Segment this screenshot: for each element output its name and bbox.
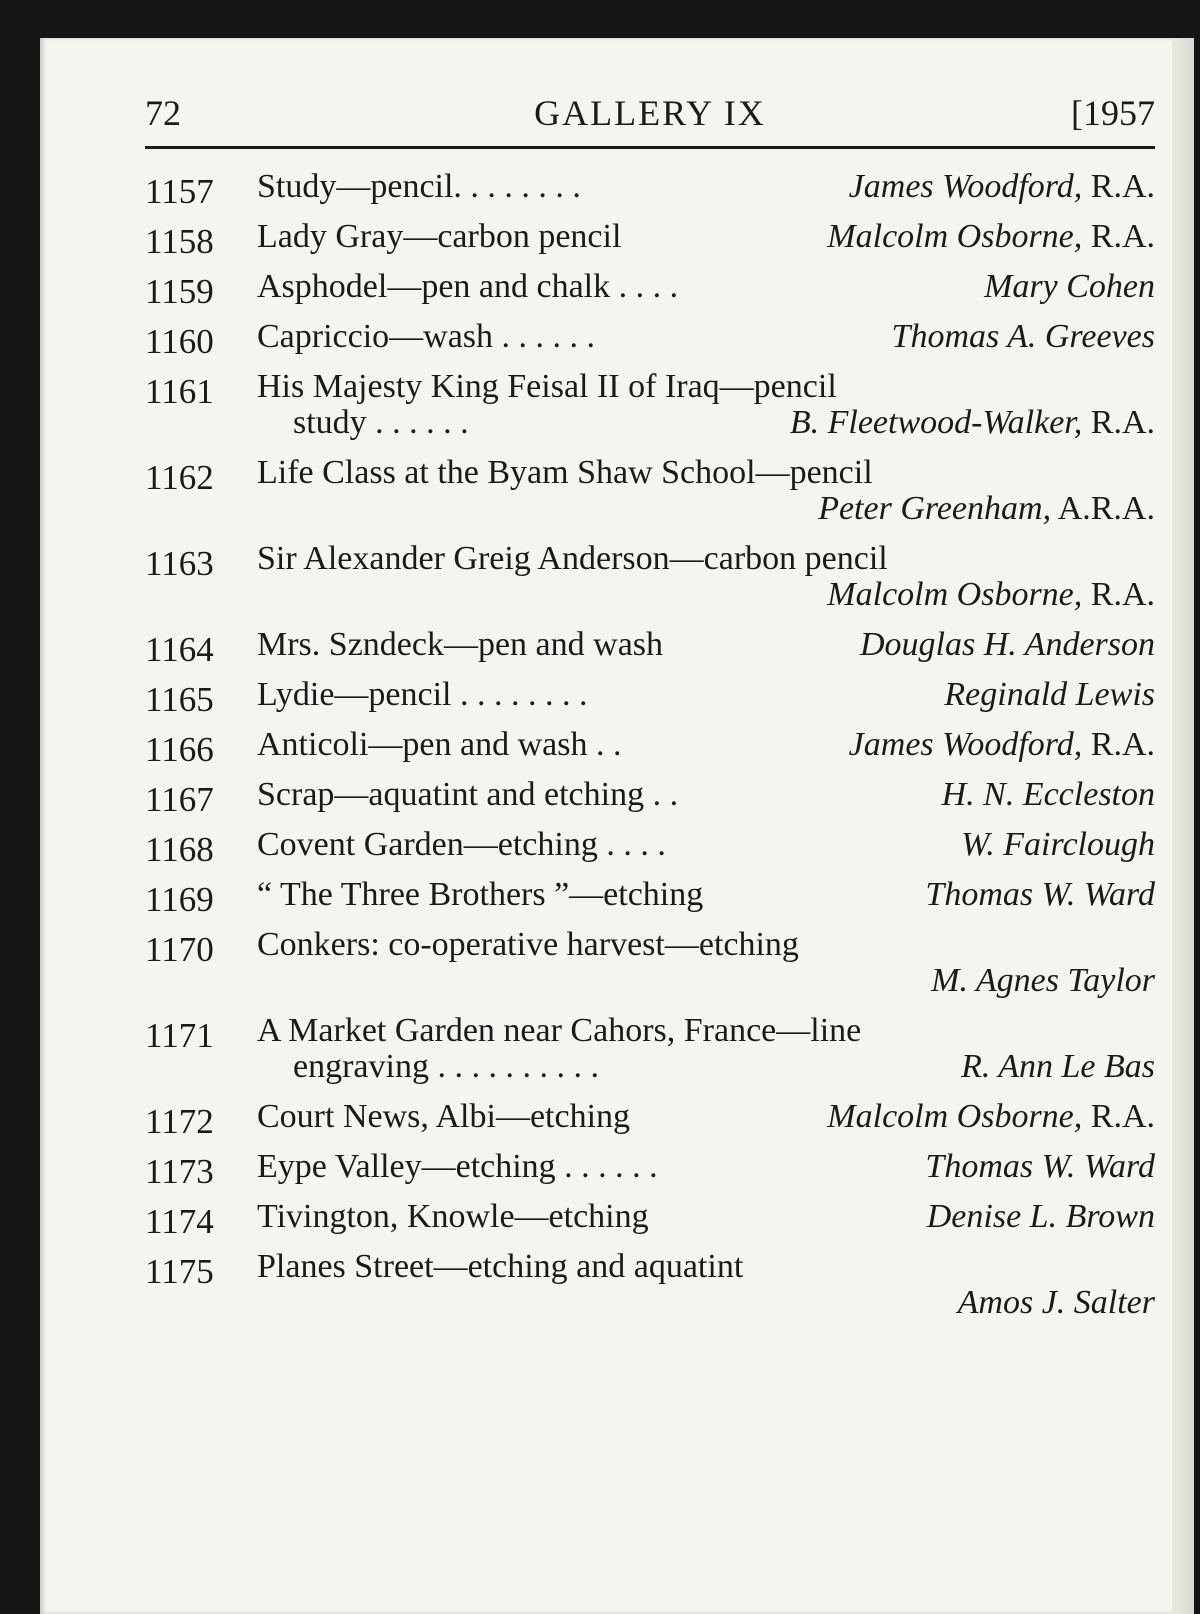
entry-number: 1170 <box>145 930 214 969</box>
artist-name: Douglas H. Anderson <box>860 626 1155 663</box>
entry-artist <box>984 268 1155 306</box>
entry-artist <box>925 876 1155 914</box>
entry-artist <box>925 1148 1155 1186</box>
entry-number: 1158 <box>145 222 214 261</box>
entry-artist <box>790 404 1155 442</box>
entry-title: Life Class at the Byam Shaw School—pencil <box>257 454 873 491</box>
artist-name: Denise L. Brown <box>926 1198 1155 1235</box>
catalogue-entry <box>145 1248 1155 1332</box>
catalogue-entry <box>145 168 1155 216</box>
entry-number: 1157 <box>145 172 214 211</box>
entry-title: Anticoli—pen and wash . . <box>257 726 622 763</box>
artist-suffix: R.A. <box>1082 1098 1155 1135</box>
catalogue-entry <box>145 1012 1155 1096</box>
entry-artist <box>827 576 1155 614</box>
year: [1957 <box>1071 93 1155 133</box>
artist-suffix: R.A. <box>1082 576 1155 613</box>
artist-name: James Woodford, <box>848 168 1083 205</box>
entry-number: 1173 <box>145 1152 214 1191</box>
page-number: 72 <box>145 93 181 133</box>
entry-title: Eype Valley—etching . . . . . . <box>257 1148 658 1185</box>
entry-title: Sir Alexander Greig Anderson—carbon pencil <box>257 540 888 577</box>
entry-artist <box>958 1284 1155 1322</box>
artist-name: Peter Greenham, <box>818 490 1052 527</box>
catalogue-entry <box>145 268 1155 316</box>
artist-name: Reginald Lewis <box>944 676 1155 713</box>
catalogue-entry <box>145 218 1155 266</box>
artist-suffix: R.A. <box>1082 168 1155 205</box>
artist-name: Thomas W. Ward <box>925 876 1155 913</box>
entry-title: Study—pencil. . . . . . . . <box>257 168 581 205</box>
entry-number: 1163 <box>145 544 214 583</box>
running-head <box>145 92 1155 132</box>
artist-name: B. Fleetwood-Walker, <box>789 404 1083 441</box>
entry-artist <box>961 1048 1155 1086</box>
entry-title: Court News, Albi—etching <box>257 1098 631 1135</box>
entry-number: 1172 <box>145 1102 214 1141</box>
entry-title: Asphodel—pen and chalk . . . . <box>257 268 679 305</box>
entry-number: 1165 <box>145 680 214 719</box>
artist-name: H. N. Eccleston <box>941 776 1155 813</box>
artist-name: Malcolm Osborne, <box>827 576 1083 613</box>
entry-number: 1175 <box>145 1252 214 1291</box>
entry-artist <box>931 962 1155 1000</box>
entry-number: 1166 <box>145 730 214 769</box>
artist-name: Malcolm Osborne, <box>827 1098 1083 1135</box>
entry-number: 1169 <box>145 880 214 919</box>
entry-title: “ The Three Brothers ”—etching <box>257 876 704 913</box>
page-edge <box>1172 38 1194 1614</box>
artist-name: Thomas A. Greeves <box>891 318 1155 355</box>
entry-title-continued: engraving . . . . . . . . . . <box>293 1048 599 1085</box>
artist-name: James Woodford, <box>848 726 1083 763</box>
artist-suffix: R.A. <box>1082 726 1155 763</box>
artist-name: M. Agnes Taylor <box>931 962 1155 999</box>
entry-number: 1171 <box>145 1016 214 1055</box>
entry-title: Mrs. Szndeck—pen and wash <box>257 626 664 663</box>
catalogue-entry <box>145 318 1155 366</box>
entry-title: Planes Street—etching and aquatint <box>257 1248 744 1285</box>
entry-artist <box>961 826 1155 864</box>
entry-artist <box>849 168 1155 206</box>
entry-number: 1168 <box>145 830 214 869</box>
entry-title: Lady Gray—carbon pencil <box>257 218 622 255</box>
artist-name: W. Fairclough <box>961 826 1155 863</box>
artist-name: Malcolm Osborne, <box>827 218 1083 255</box>
entry-title: Conkers: co-operative harvest—etching <box>257 926 799 963</box>
entry-number: 1160 <box>145 322 214 361</box>
catalogue-entry <box>145 826 1155 874</box>
catalogue-entry <box>145 1098 1155 1146</box>
artist-suffix: R.A. <box>1082 218 1155 255</box>
entry-artist <box>927 1198 1155 1236</box>
artist-suffix: A.R.A. <box>1051 490 1155 527</box>
catalogue-entry <box>145 926 1155 1010</box>
entry-artist <box>827 218 1155 256</box>
entry-artist <box>942 776 1155 814</box>
catalogue-entry <box>145 876 1155 924</box>
entry-artist <box>818 490 1155 528</box>
entry-artist <box>944 676 1155 714</box>
catalogue-entry <box>145 454 1155 538</box>
catalogue-entry <box>145 1148 1155 1196</box>
artist-name: Mary Cohen <box>984 268 1155 305</box>
catalogue-entry <box>145 368 1155 452</box>
entry-number: 1162 <box>145 458 214 497</box>
catalogue-entry <box>145 540 1155 624</box>
entry-title-continued: study . . . . . . <box>293 404 469 441</box>
entry-number: 1161 <box>145 372 214 411</box>
entry-title: A Market Garden near Cahors, France—line <box>257 1012 862 1049</box>
entries-list <box>145 168 1155 1334</box>
entry-title: Capriccio—wash . . . . . . <box>257 318 596 355</box>
entry-title: Scrap—aquatint and etching . . <box>257 776 679 813</box>
entry-artist <box>849 726 1155 764</box>
catalogue-entry <box>145 1198 1155 1246</box>
entry-number: 1159 <box>145 272 214 311</box>
entry-title: Tivington, Knowle—etching <box>257 1198 649 1235</box>
catalogue-entry <box>145 776 1155 824</box>
entry-artist <box>892 318 1155 356</box>
catalogue-entry <box>145 726 1155 774</box>
entry-number: 1167 <box>145 780 214 819</box>
artist-name: R. Ann Le Bas <box>961 1048 1155 1085</box>
entry-number: 1164 <box>145 630 214 669</box>
entry-artist <box>860 626 1155 664</box>
catalogue-entry <box>145 676 1155 724</box>
entry-number: 1174 <box>145 1202 214 1241</box>
artist-name: Amos J. Salter <box>957 1284 1155 1321</box>
catalogue-entry <box>145 626 1155 674</box>
entry-title: Covent Garden—etching . . . . <box>257 826 666 863</box>
entry-title: His Majesty King Feisal II of Iraq—pencil <box>257 368 837 405</box>
artist-name: Thomas W. Ward <box>925 1148 1155 1185</box>
header-rule <box>145 146 1155 149</box>
entry-title: Lydie—pencil . . . . . . . . <box>257 676 588 713</box>
artist-suffix: R.A. <box>1082 404 1155 441</box>
entry-artist <box>827 1098 1155 1136</box>
gallery-title: GALLERY IX <box>534 93 766 133</box>
